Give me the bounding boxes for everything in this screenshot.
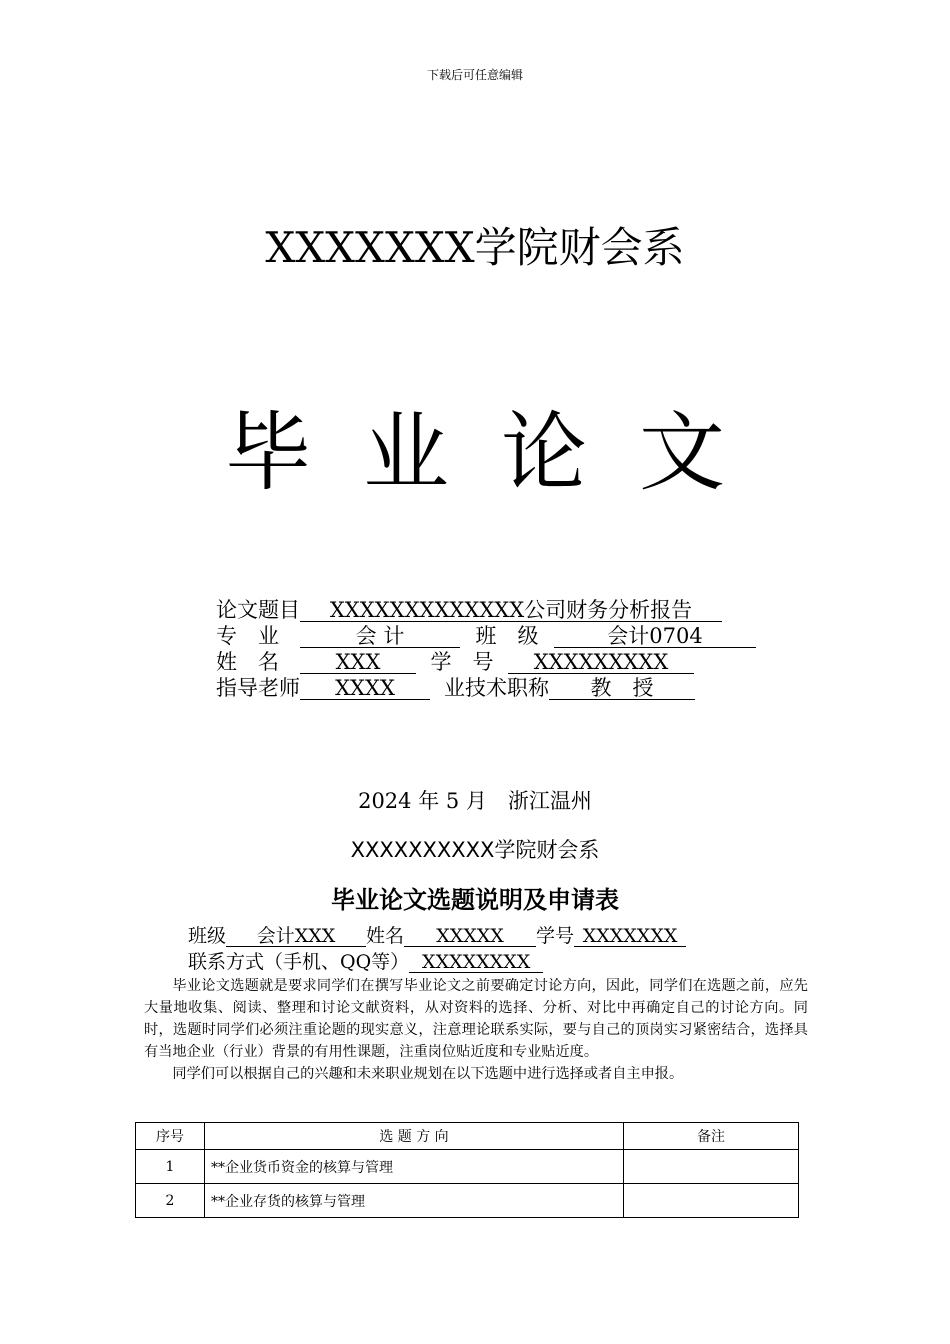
date-place: 2024 年 5 月 浙江温州 [358, 789, 592, 813]
table-row [136, 1184, 799, 1218]
topics-table [135, 1122, 799, 1218]
student-id-value: XXXXXXXXX [508, 651, 694, 674]
contact-row [188, 950, 543, 974]
instruction-paragraph-1: 毕业论文选题就是要求同学们在撰写毕业论文之前要确定讨论方向，因此，同学们在选题之前，应先大量地收集、阅读、整理和讨论文献资料，从对资料的选择、分析、对比中再确定自己的讨论方向。同时，选题时同学们必须注重论题的现实意义，注意理论联系实际，要与自己的顶岗实习紧密结合，选择具有当地企业（行业）背景的有用性课题，注重岗位贴近度和专业贴近度。 [144, 978, 808, 1060]
instruction-paragraph-2: 同学们可以根据自己的兴趣和未来职业规划在以下选题中进行选择或者自主申报。 [172, 1066, 684, 1082]
form-student-id-value: XXXXXXX [574, 926, 686, 947]
header-note: 下载后可任意编辑 [426, 68, 523, 82]
row-topic: **企业存货的核算与管理 [205, 1184, 624, 1218]
table-row [136, 1150, 799, 1184]
form-name-value: XXXXX [404, 926, 536, 947]
form-name-label: 姓名 [366, 925, 405, 947]
major-value: 会 计 [300, 625, 460, 648]
topic-label: 论文题目 [216, 598, 300, 622]
student-info-row [188, 924, 686, 948]
header-note-col: 备注 [624, 1123, 799, 1150]
school-title: XXXXXXX学院财会系 [265, 223, 685, 272]
form-school: XXXXXXXXXX学院财会系 [350, 838, 600, 862]
table-header-row [136, 1123, 799, 1150]
class-label: 班 级 [475, 624, 539, 648]
major-row [216, 624, 756, 649]
advisor-row [216, 676, 695, 701]
name-value: XXX [300, 651, 416, 674]
advisor-label: 指导老师 [216, 676, 300, 700]
student-id-label: 学 号 [430, 650, 494, 674]
advisor-value: XXXX [300, 677, 430, 700]
form-title: 毕业论文选题说明及申请表 [331, 886, 619, 914]
contact-label: 联系方式（手机、QQ等） [188, 951, 410, 973]
title-value: 教 授 [549, 677, 695, 700]
form-student-id-label: 学号 [536, 925, 575, 947]
name-label: 姓 名 [216, 650, 279, 674]
row-note[interactable] [624, 1150, 799, 1184]
row-num: 2 [136, 1184, 205, 1218]
form-class-label: 班级 [188, 925, 227, 947]
row-num: 1 [136, 1150, 205, 1184]
instructions [144, 975, 808, 1085]
row-note[interactable] [624, 1184, 799, 1218]
header-topic: 选 题 方 向 [205, 1123, 624, 1150]
title-label: 业技术职称 [444, 676, 549, 700]
class-value: 会计0704 [554, 625, 756, 648]
form-class-value: 会计XXX [226, 926, 366, 947]
thesis-title: 毕业论文 [225, 403, 777, 503]
major-label: 专 业 [216, 624, 279, 648]
header-num: 序号 [136, 1123, 205, 1150]
topic-row [216, 598, 722, 623]
name-row [216, 650, 694, 675]
topic-value: XXXXXXXXXXXXX公司财务分析报告 [300, 599, 722, 622]
contact-value: XXXXXXXX [409, 952, 543, 973]
row-topic: **企业货币资金的核算与管理 [205, 1150, 624, 1184]
